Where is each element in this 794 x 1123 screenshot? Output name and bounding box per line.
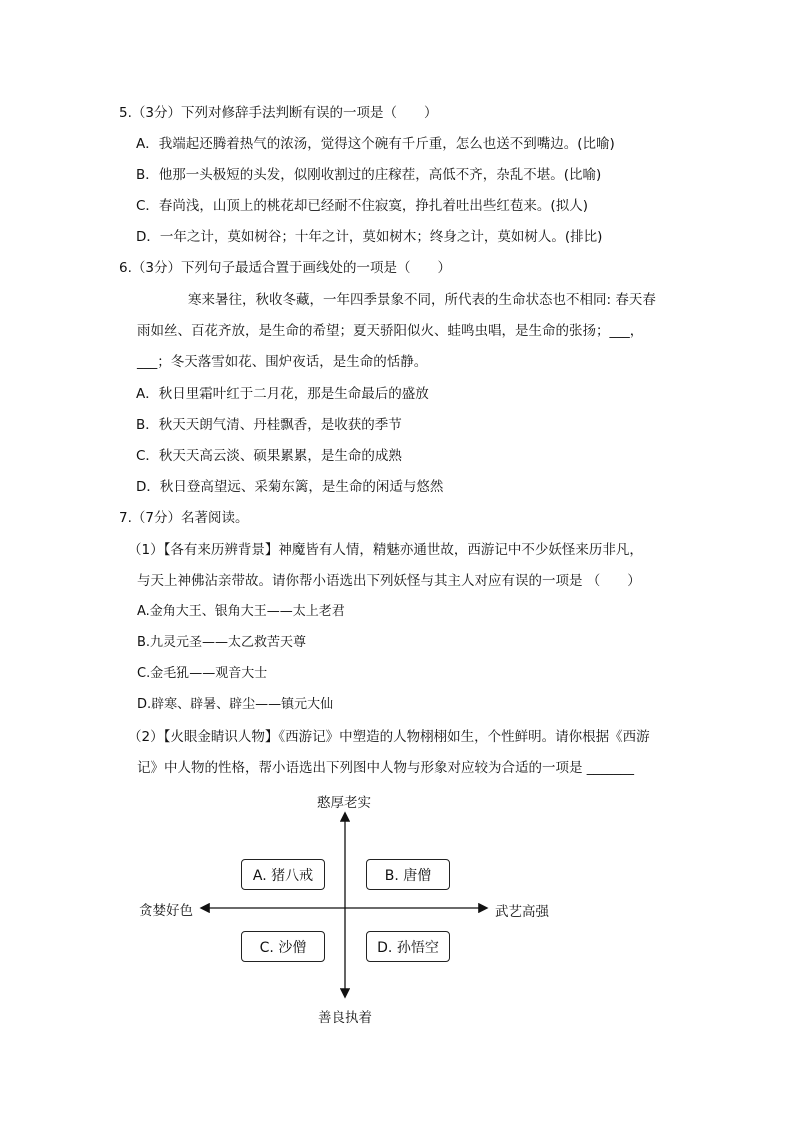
- question-7-part-1-option-b: B.九灵元圣——太乙救苦天尊: [137, 635, 307, 650]
- question-6-option-d: D．秋日登高望远、采菊东篱，是生命的闲适与悠然: [136, 479, 444, 495]
- question-5-stem: 5.（3分）下列对修辞手法判断有误的一项是（ ）: [119, 105, 438, 121]
- question-6-option-b: B．秋天天朗气清、丹桂飘香，是收获的季节: [136, 417, 402, 433]
- question-6-passage-line-2: 雨如丝、百花齐放，是生命的希望；夏天骄阳似火、蛙鸣虫唱，是生命的张扬；___，: [137, 323, 644, 339]
- question-5-option-b: B．他那一头极短的头发，似刚收割过的庄稼茬，高低不齐，杂乱不堪。(比喻): [136, 167, 602, 183]
- question-5-option-c: C．春尚浅，山顶上的桃花却已经耐不住寂寞，挣扎着吐出些红苞来。(拟人): [136, 198, 588, 214]
- question-6-passage-line-1: 寒来暑往，秋收冬藏，一年四季景象不同，所代表的生命状态也不相同: 春天春: [188, 292, 656, 308]
- axis-label-bottom: 善良执着: [318, 1010, 372, 1026]
- question-7-part-1-line-2: 与天上神佛沾亲带故。请你帮小语选出下列妖怪与其主人对应有误的一项是 （ ）: [137, 573, 641, 589]
- axis-label-left: 贪婪好色: [139, 903, 193, 919]
- question-6-option-c: C．秋天天高云淡、硕果累累，是生命的成熟: [136, 448, 402, 464]
- question-7-part-1-line-1: （1）【各有来历辨背景】神魔皆有人情，精魅亦通世故，西游记中不少妖怪来历非凡，: [128, 542, 643, 558]
- question-6-option-a: A．秋日里霜叶红于二月花，那是生命最后的盛放: [136, 386, 429, 402]
- quadrant-box-c: C. 沙僧: [241, 931, 325, 962]
- question-7-part-2-line-1: （2）【火眼金睛识人物】《西游记》中塑造的人物栩栩如生，个性鲜明。请你根据《西游: [128, 729, 650, 745]
- question-7-part-1-option-d: D.辟寒、辟暑、辟尘——镇元大仙: [137, 697, 334, 712]
- question-7-part-2-line-2: 记》中人物的性格，帮小语选出下列图中人物与形象对应较为合适的一项是 _______: [137, 760, 635, 776]
- question-5-option-d: D．一年之计，莫如树谷；十年之计，莫如树木；终身之计，莫如树人。(排比): [136, 229, 603, 245]
- quadrant-box-b: B. 唐僧: [366, 859, 450, 890]
- question-7-part-1-option-c: C.金毛犼——观音大士: [137, 666, 268, 681]
- question-6-passage-line-3: ___；冬天落雪如花、围炉夜话，是生命的恬静。: [137, 354, 428, 370]
- quadrant-box-d: D. 孙悟空: [366, 931, 450, 962]
- axis-label-right: 武艺高强: [495, 904, 549, 920]
- question-7-stem: 7.（7分）名著阅读。: [119, 510, 249, 526]
- axis-label-top: 憨厚老实: [317, 795, 371, 811]
- quadrant-box-a: A. 猪八戒: [241, 859, 325, 890]
- question-6-stem: 6.（3分）下列句子最适合置于画线处的一项是（ ）: [119, 260, 451, 276]
- question-5-option-a: A．我端起还腾着热气的浓汤，觉得这个碗有千斤重，怎么也送不到嘴边。(比喻): [136, 136, 615, 152]
- question-7-part-1-option-a: A.金角大王、银角大王——太上老君: [137, 604, 345, 619]
